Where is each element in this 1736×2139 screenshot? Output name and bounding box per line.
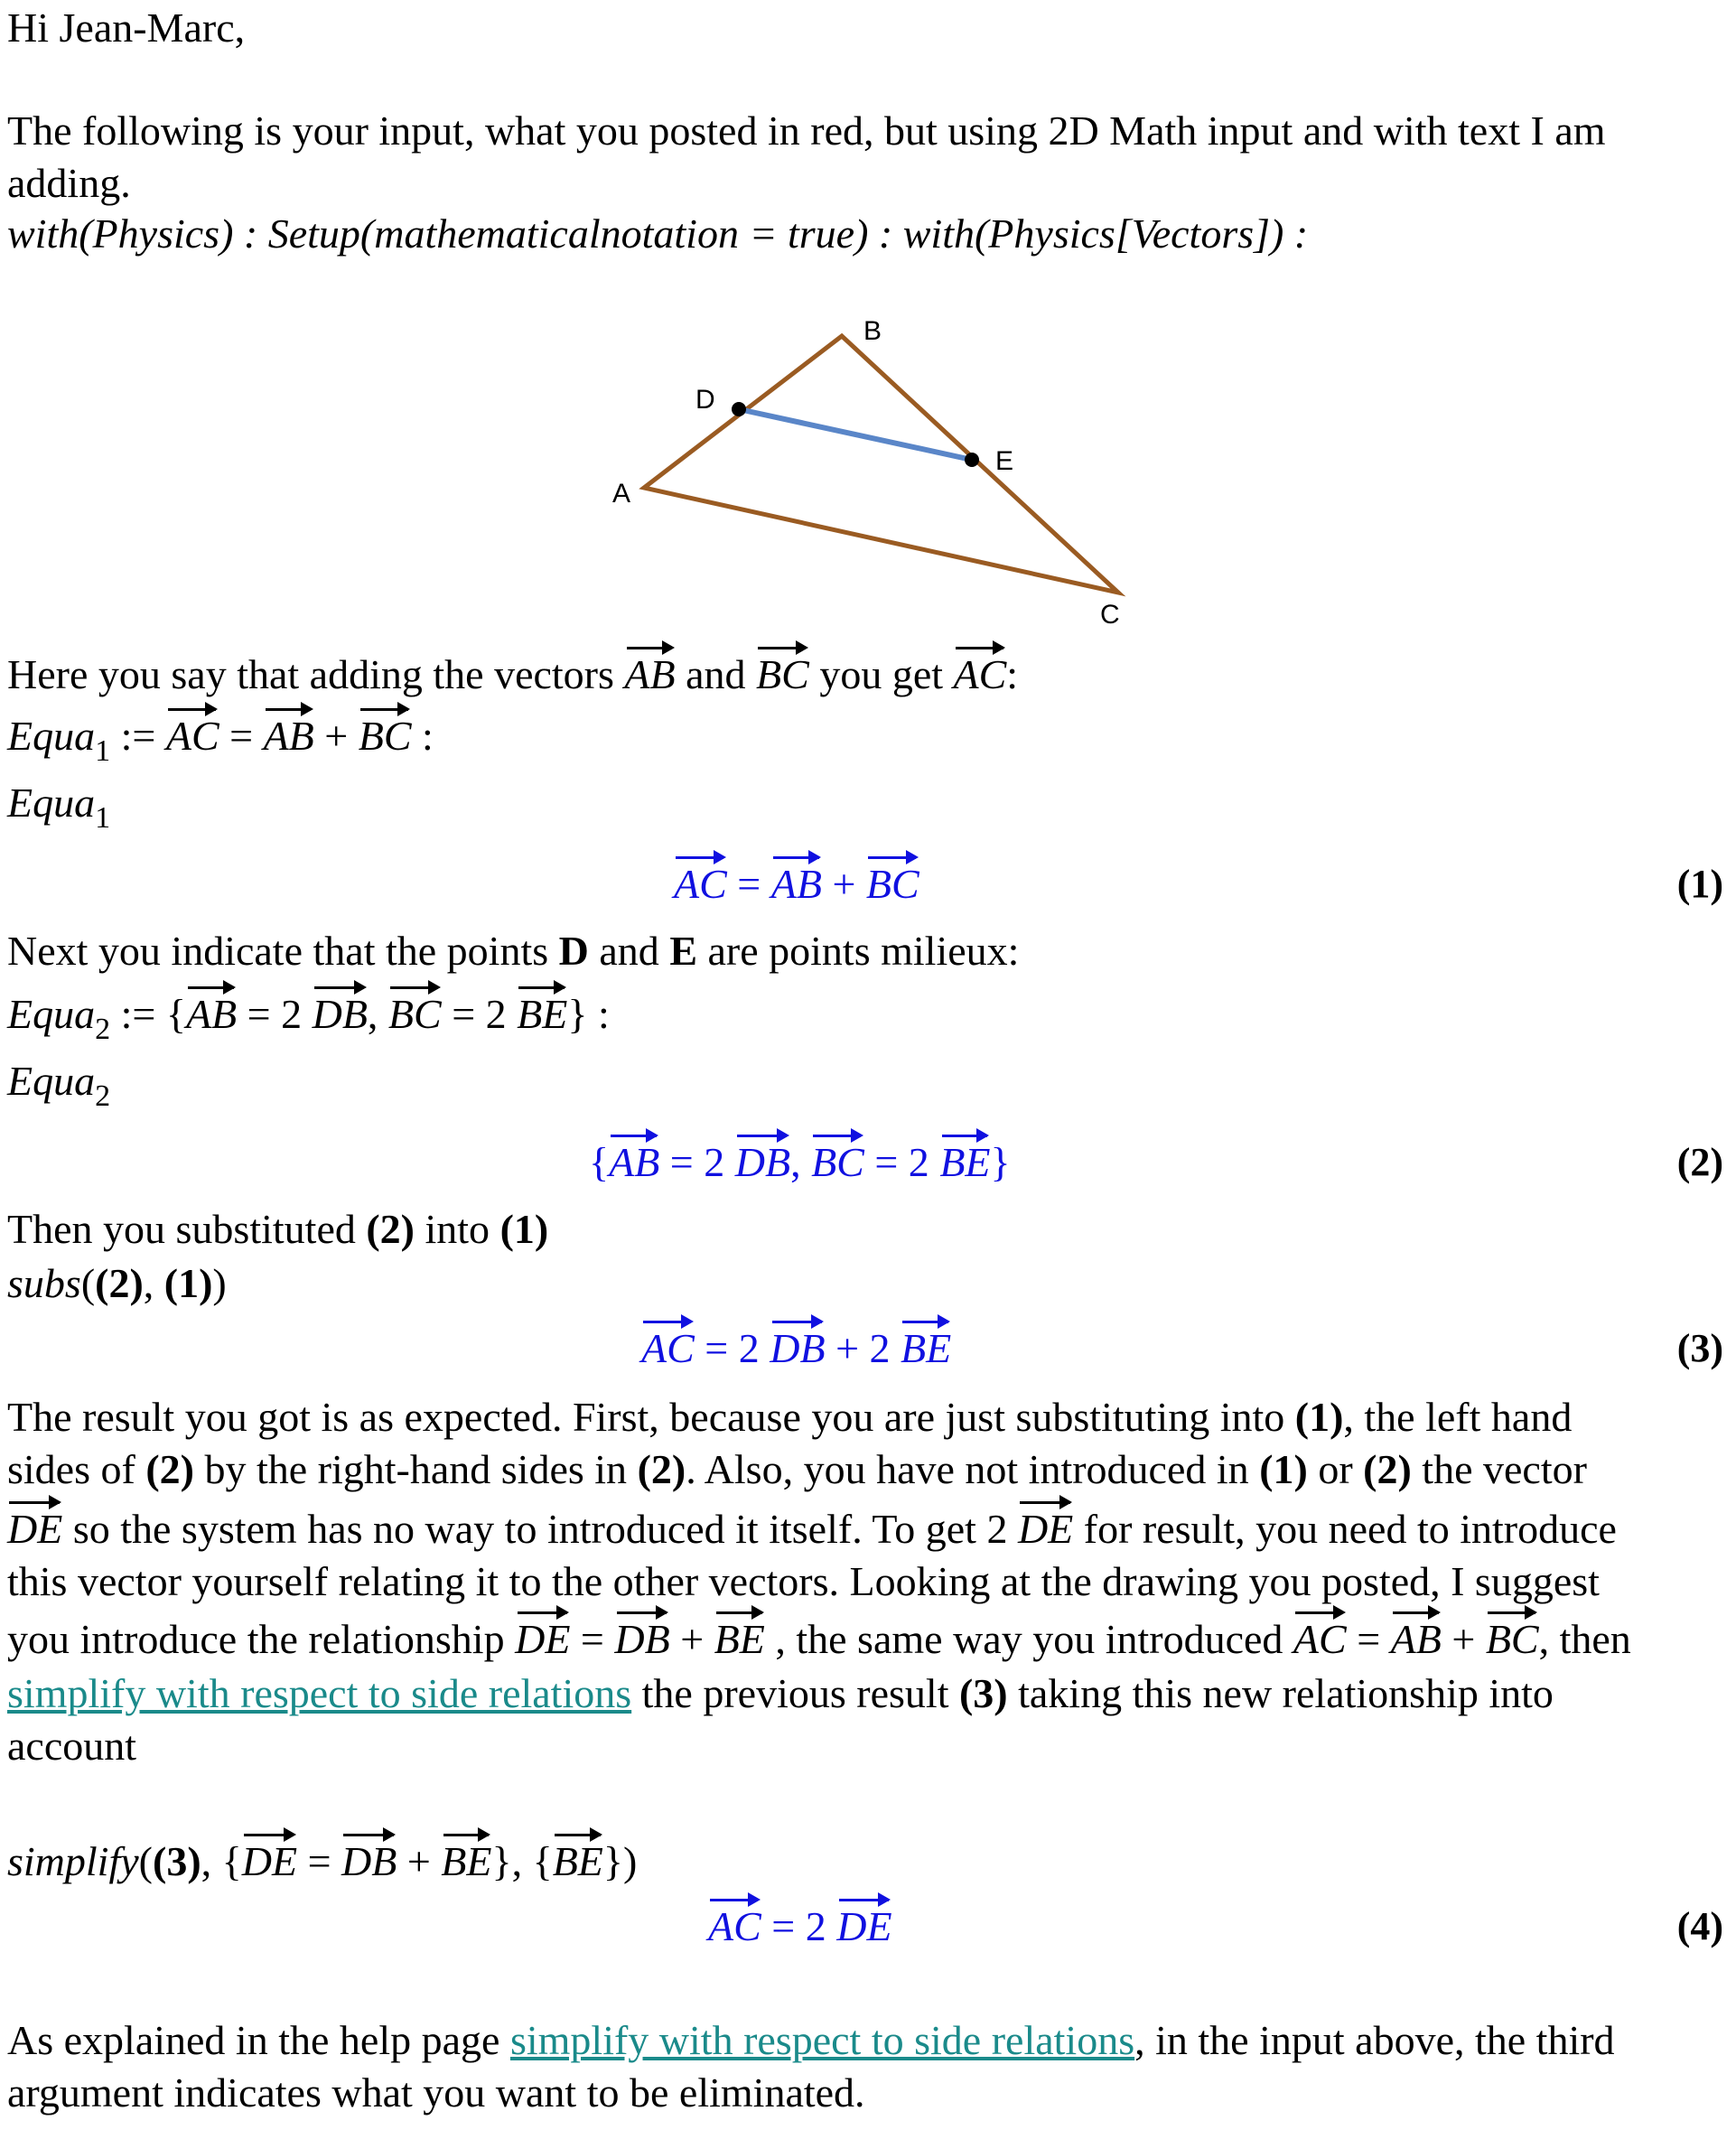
maple-input-equa1[interactable]: Equa$_1$ := AC = AB + BC : bbox=[7, 710, 434, 778]
equation-label-2: (2) bbox=[1676, 1140, 1723, 1184]
paragraph-explanation-line-4: this vector yourself relating it to the other vectors. Looking at the drawing you posted, I suggest bbox=[7, 1558, 1600, 1604]
maple-input-equa2[interactable]: Equa$_2$ := {AB = 2 DB, BC = 2 BE} : bbox=[7, 988, 610, 1056]
maple-input-simplify[interactable]: simplify((3), {DE = DB + BE}, {BE}) bbox=[7, 1835, 637, 1888]
maple-input-subs[interactable]: subs((2), (1)) bbox=[7, 1260, 227, 1306]
label-c: C bbox=[1100, 600, 1120, 630]
equation-label-4: (4) bbox=[1676, 1904, 1723, 1948]
greeting: Hi Jean-Marc, bbox=[7, 5, 246, 51]
paragraph-vectors-sum: Here you say that adding the vectors AB and BC you get AC: bbox=[7, 649, 1018, 701]
triangle-abc bbox=[644, 336, 1118, 593]
link-help-simplify-side-relations[interactable]: simplify with respect to side relations bbox=[509, 2017, 1135, 2063]
link-simplify-side-relations[interactable]: simplify with respect to side relations bbox=[7, 1670, 632, 1716]
paragraph-help-page-line-2: argument indicates what you want to be eliminated. bbox=[7, 2069, 865, 2116]
label-d: D bbox=[695, 385, 715, 415]
maple-input-equa1-echo[interactable]: Equa$_1$ bbox=[7, 780, 111, 835]
paragraph-explanation-line-3: DE so the system has no way to introduced it itself. To get 2 DE for result, you need to introduce bbox=[7, 1503, 1617, 1555]
label-a: A bbox=[612, 479, 631, 509]
intro-line-1: The following is your input, what you posted in red, but using 2D Math input and with text I am bbox=[7, 107, 1606, 154]
intro-line-2: adding. bbox=[7, 160, 131, 206]
paragraph-substituted: Then you substituted (2) into (1) bbox=[7, 1206, 549, 1252]
paragraph-explanation-line-2: sides of (2) by the right-hand sides in (2). Also, you have not introduced in (1) or (2) the vector bbox=[7, 1446, 1587, 1492]
paragraph-explanation-line-6: simplify with respect to side relations the previous result (3) taking this new relationship into bbox=[7, 1670, 1554, 1716]
paragraph-midpoints: Next you indicate that the points D and E are points milieux: bbox=[7, 928, 1020, 974]
maple-input-setup[interactable]: with(Physics) : Setup(mathematicalnotation = true) : with(Physics[Vectors]) : bbox=[7, 210, 1309, 257]
output-equation-2: {AB = 2 DB, BC = 2 BE} bbox=[589, 1136, 1011, 1189]
segment-de bbox=[739, 409, 972, 460]
paragraph-explanation-line-1: The result you got is as expected. First, because you are just substituting into (1), the left hand bbox=[7, 1394, 1573, 1440]
label-b: B bbox=[863, 316, 882, 346]
paragraph-explanation-line-5: you introduce the relationship DE = DB + BE , the same way you introduced AC = AB + BC, then bbox=[7, 1613, 1631, 1666]
point-e bbox=[965, 453, 979, 467]
output-equation-4: AC = 2 DE bbox=[708, 1901, 892, 1953]
output-equation-3: AC = 2 DB + 2 BE bbox=[641, 1322, 951, 1375]
point-d bbox=[732, 402, 746, 416]
equation-label-3: (3) bbox=[1676, 1326, 1723, 1370]
output-equation-1: AC = AB + BC bbox=[674, 858, 919, 911]
triangle-diagram bbox=[596, 298, 1156, 632]
paragraph-help-page: As explained in the help page simplify with respect to side relations, in the input above, the third bbox=[7, 2017, 1615, 2063]
paragraph-explanation-line-7: account bbox=[7, 1723, 137, 1769]
equation-label-1: (1) bbox=[1676, 862, 1723, 906]
label-e: E bbox=[995, 446, 1014, 476]
maple-input-equa2-echo[interactable]: Equa$_2$ bbox=[7, 1058, 111, 1113]
